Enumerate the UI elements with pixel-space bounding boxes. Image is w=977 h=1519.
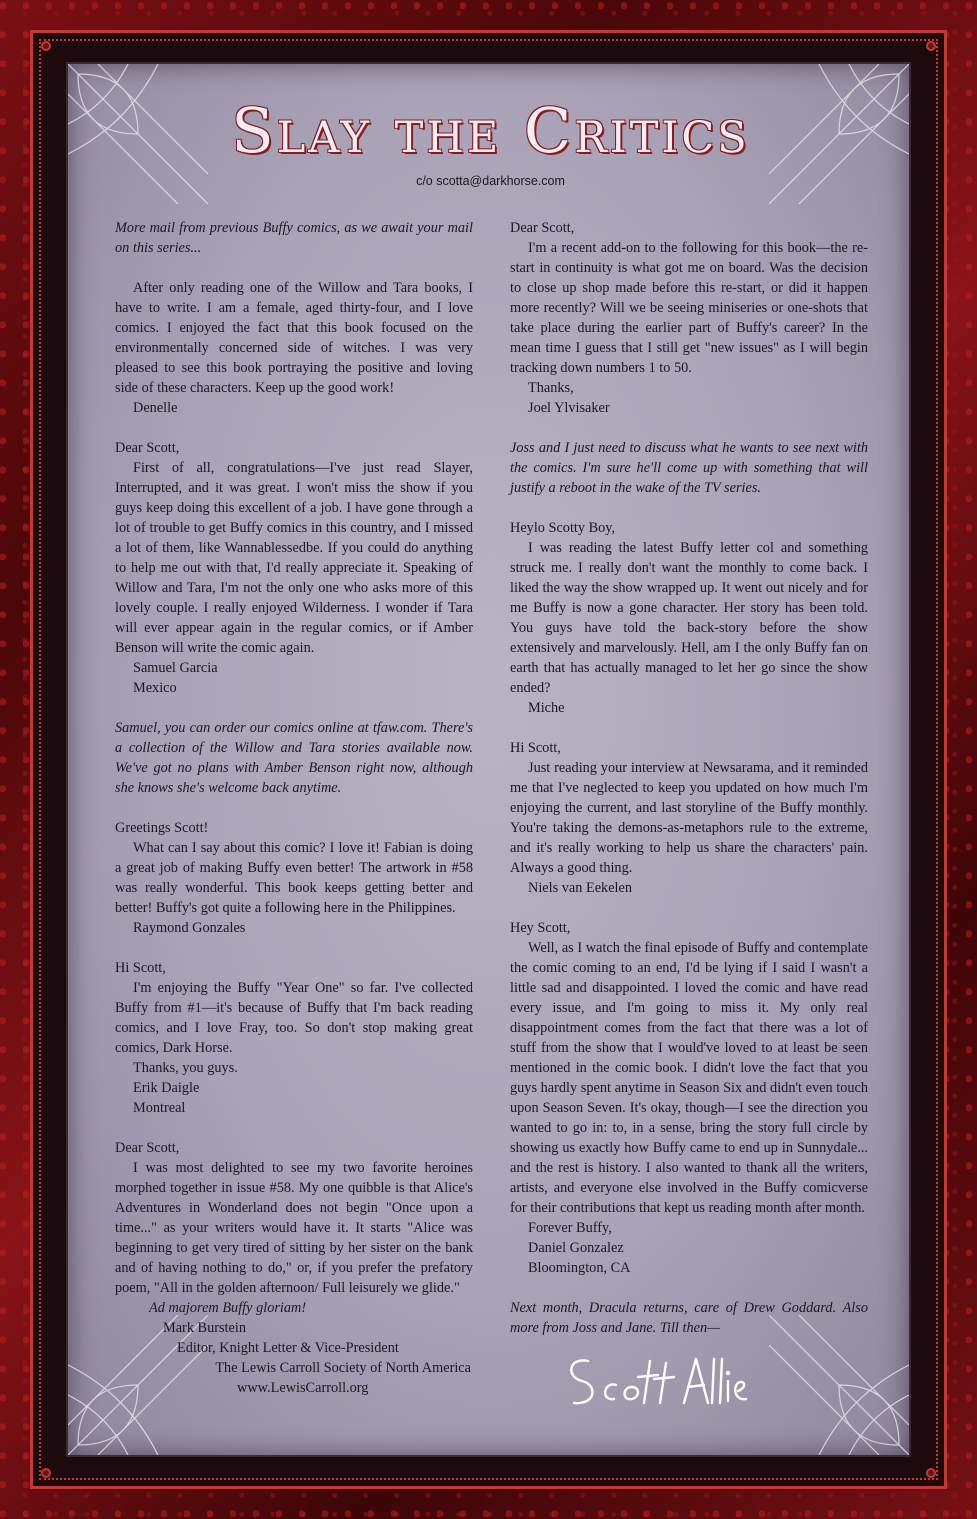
letter-signature: Samuel Garcia: [133, 660, 218, 676]
letter-signature: Montreal: [133, 1100, 186, 1116]
paragraph-gap: [510, 498, 868, 518]
letter-signature: Denelle: [133, 400, 178, 416]
letter-salutation: Heylo Scotty Boy,: [510, 520, 616, 536]
letter-signature: Bloomington, CA: [528, 1260, 631, 1276]
letter-signature: Ad majorem Buffy gloriam!: [149, 1300, 307, 1316]
paragraph-gap: [115, 698, 473, 718]
letter-salutation: Dear Scott,: [510, 220, 575, 236]
corner-rivet: [926, 1468, 936, 1478]
editor-reply: Samuel, you can order our comics online at tfaw.com. There's a collection of the Willow and Tara stories available now. We've got no plans with Amber Benson right now, although she knows she's welcome back anytime.: [115, 720, 473, 796]
letter-salutation: Hi Scott,: [510, 740, 561, 756]
letter-signature: Thanks, you guys.: [133, 1060, 238, 1076]
letter-body: Well, as I watch the final episode of Buffy and contemplate the comic coming to an end, I'd be lying if I said I wasn't a little sad and disappointed. I loved the comic and have read every issue, and I'm going to miss it. My only real disappointment comes from the fact that there was a lot of stuff from the show that I would've loved to at least be seen mentioned in the comic book. I didn't love the fact that you guys hardly spent anytime in Season Six and didn't even touch upon Season Seven. It's okay, though—I see the direction you wanted to go in: to, in a sense, bring the story full circle by showing us exactly how Buffy came to end up in Sunnydale... and the rest is history. I also wanted to thank all the writers, artists, and everyone else involved in the Buffy comicverse for their contributions that kept us reading month after month.: [510, 940, 868, 1216]
letter-body: I'm a recent add-on to the following for this book—the re-start in continuity is what got me on board. Was the decision to close up shop made before this re-start, or did it happen more recently? Will we be seeing miniseries or one-shots that take place during the earlier part of Buffy's career? In the mean time I guess that I still get "new issues" as I will begin tracking down numbers 1 to 50.: [510, 240, 868, 376]
paragraph-gap: [510, 1278, 868, 1298]
letter-signature: Editor, Knight Letter & Vice-President: [177, 1340, 399, 1356]
letters-column-right: [510, 218, 868, 1338]
letter-signature: Thanks,: [528, 380, 574, 396]
paragraph-gap: [510, 718, 868, 738]
letter-salutation: Greetings Scott!: [115, 820, 209, 836]
letter-signature: Daniel Gonzalez: [528, 1240, 624, 1256]
paragraph-gap: [115, 938, 473, 958]
paragraph-gap: [115, 1118, 473, 1138]
letter-signature: Mark Burstein: [163, 1320, 246, 1336]
letter-salutation: Hi Scott,: [115, 960, 166, 976]
letter-body: After only reading one of the Willow and Tara books, I have to write. I am a female, aged thirty-four, and I love comics. I enjoyed the fact that this book focused on the environmentally concerned side of witches. I was very pleased to see this book portraying the positive and loving side of these characters. Keep up the good work!: [115, 280, 473, 396]
letter-signature: Mexico: [133, 680, 177, 696]
paragraph-gap: [510, 418, 868, 438]
contact-email: c/o scotta@darkhorse.com: [416, 174, 565, 188]
corner-rivet: [41, 41, 51, 51]
editor-signature: [558, 1347, 748, 1417]
paragraph-gap: [115, 418, 473, 438]
editor-reply: More mail from previous Buffy comics, as we await your mail on this series...: [115, 220, 473, 256]
letter-body: I'm enjoying the Buffy "Year One" so far. I've collected Buffy from #1—it's because of Buffy that I'm back reading comics, and I love Fray, too. So don't stop making great comics, Dark Horse.: [115, 980, 473, 1056]
letter-signature: The Lewis Carroll Society of North America: [215, 1360, 471, 1376]
letters-panel: [66, 62, 911, 1457]
paragraph-gap: [115, 258, 473, 278]
corner-rivet: [926, 41, 936, 51]
letter-signature: Miche: [528, 700, 565, 716]
letter-signature: www.LewisCarroll.org: [237, 1380, 369, 1396]
letter-signature: Erik Daigle: [133, 1080, 200, 1096]
editor-reply: Joss and I just need to discuss what he wants to see next with the comics. I'm sure he'll come up with something that will justify a reboot in the wake of the TV series.: [510, 440, 868, 496]
paragraph-gap: [510, 898, 868, 918]
corner-rivet: [41, 1468, 51, 1478]
letter-salutation: Dear Scott,: [115, 1140, 180, 1156]
letter-body: I was reading the latest Buffy letter col and something struck me. I really don't want the monthly to come back. I liked the way the show wrapped up. It went out nicely and for me Buffy is now a gone character. Her story has been told. You guys have told the back-story before the show extensively and marvelously. Hell, am I the only Buffy fan on earth that has actually managed to let her go since the show ended?: [510, 540, 868, 696]
letter-signature: Forever Buffy,: [528, 1220, 612, 1236]
paragraph-gap: [115, 798, 473, 818]
letter-salutation: Dear Scott,: [115, 440, 180, 456]
page-title: Slay the Critics: [231, 94, 750, 167]
editor-reply: Next month, Dracula returns, care of Drew Goddard. Also more from Joss and Jane. Till then—: [510, 1300, 868, 1336]
letter-signature: Raymond Gonzales: [133, 920, 246, 936]
letter-signature: Niels van Eekelen: [528, 880, 633, 896]
letter-signature: Joel Ylvisaker: [528, 400, 610, 416]
letter-body: First of all, congratulations—I've just read Slayer, Interrupted, and it was great. I won't miss the show if you guys keep doing this excellent of a job. I have gone through a lot of trouble to get Buffy comics in this country, and I missed a lot of them, like Wannablessedbe. If you could do anything to help me out with that, I'd really appreciate it. Speaking of Willow and Tara, I'm not the only one who asks more of this lovely couple. I really enjoyed Wilderness. I wonder if Tara will ever appear again in the regular comics, or if Amber Benson will write the comic again.: [115, 460, 473, 656]
letter-body: Just reading your interview at Newsarama, and it reminded me that I've neglected to keep you updated on how much I'm enjoying the current, and last storyline of the Buffy monthly. You're taking the demons-as-metaphors rule to the extreme, and it's really working to help us share the characters' pain. Always a good thing.: [510, 760, 868, 876]
letter-salutation: Hey Scott,: [510, 920, 571, 936]
letter-body: What can I say about this comic? I love it! Fabian is doing a great job of making Buffy even better! The artwork in #58 was really wonderful. This book keeps getting better and better! Buffy's got quite a following here in the Philippines.: [115, 840, 473, 916]
letters-column-left: [115, 218, 473, 1398]
letter-body: I was most delighted to see my two favorite heroines morphed together in issue #58. My one quibble is that Alice's Adventures in Wonderland does not begin "Once upon a time..." as your writers would have it. It starts "Alice was beginning to get very tired of sitting by her sister on the bank and of having nothing to do," or, if you prefer the prefatory poem, "All in the golden afternoon/ Full leisurely we glide.": [115, 1160, 473, 1296]
